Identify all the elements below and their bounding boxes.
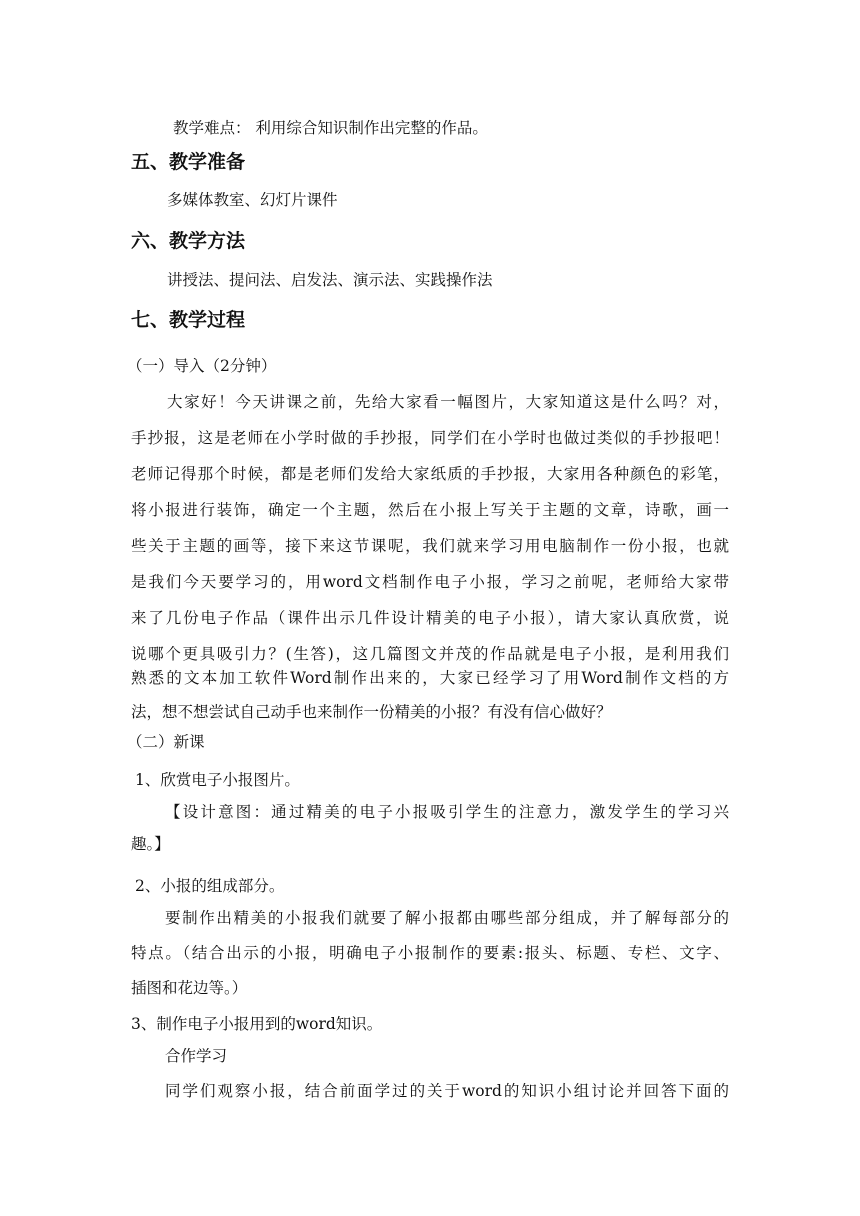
heading-teaching-methods: 六、教学方法 (131, 230, 246, 252)
paragraph-line: 大家好！今天讲课之前，先给大家看一幅图片，大家知道这是什么吗？对， (167, 393, 729, 411)
heading-teaching-process: 七、教学过程 (131, 309, 246, 331)
paragraph-line: 熟悉的文本加工软件Word制作出来的，大家已经学习了用Word制作文档的方 (131, 669, 729, 687)
paragraph-line: 将小报进行装饰，确定一个主题，然后在小报上写关于主题的文章，诗歌，画一 (131, 501, 729, 519)
paragraph-line: 说哪个更具吸引力？(生答)，这几篇图文并茂的作品就是电子小报，是利用我们 (131, 645, 729, 663)
paragraph-line: 些关于主题的画等，接下来这节课呢，我们就来学习用电脑制作一份小报，也就 (131, 537, 729, 555)
paragraph-line: 要制作出精美的小报我们就要了解小报都由哪些部分组成，并了解每部分的 (165, 909, 729, 927)
paragraph-line: 手抄报，这是老师在小学时做的手抄报，同学们在小学时也做过类似的手抄报吧！ (131, 429, 729, 447)
paragraph-line: 同学们观察小报，结合前面学过的关于word的知识小组讨论并回答下面的 (165, 1082, 729, 1100)
list-item-2: 2、小报的组成部分。 (135, 877, 285, 895)
design-intent-line: 【设计意图：通过精美的电子小报吸引学生的注意力，激发学生的学习兴 (165, 803, 729, 821)
heading-teaching-preparation: 五、教学准备 (131, 151, 246, 173)
paragraph-line: 来了几份电子作品（课件出示几件设计精美的电子小报），请大家认真欣赏，说 (131, 609, 729, 627)
methods-text: 讲授法、提问法、启发法、演示法、实践操作法 (167, 271, 493, 289)
paragraph-line: 是我们今天要学习的，用word文档制作电子小报，学习之前呢，老师给大家带 (131, 573, 729, 591)
paragraph-line: 老师记得那个时候，都是老师们发给大家纸质的手抄报，大家用各种颜色的彩笔， (131, 465, 729, 483)
paragraph-line: 插图和花边等。） (131, 979, 248, 997)
list-item-3: 3、制作电子小报用到的word知识。 (131, 1015, 383, 1033)
cooperative-learning-label: 合作学习 (165, 1047, 228, 1065)
preparation-text: 多媒体教室、幻灯片课件 (167, 191, 338, 209)
teaching-difficulty: 教学难点： 利用综合知识制作出完整的作品。 (173, 119, 488, 137)
section-new-lesson-heading: （二）新课 (127, 733, 205, 751)
paragraph-line: 法，想不想尝试自己动手也来制作一份精美的小报？有没有信心做好？ (131, 703, 612, 721)
list-item-1: 1、欣赏电子小报图片。 (135, 771, 300, 789)
paragraph-line: 特点。（结合出示的小报，明确电子小报制作的要素:报头、标题、专栏、文字、 (131, 944, 729, 962)
design-intent-line: 趣。】 (131, 835, 170, 853)
section-intro-heading: （一）导入（2分钟） (127, 357, 277, 375)
